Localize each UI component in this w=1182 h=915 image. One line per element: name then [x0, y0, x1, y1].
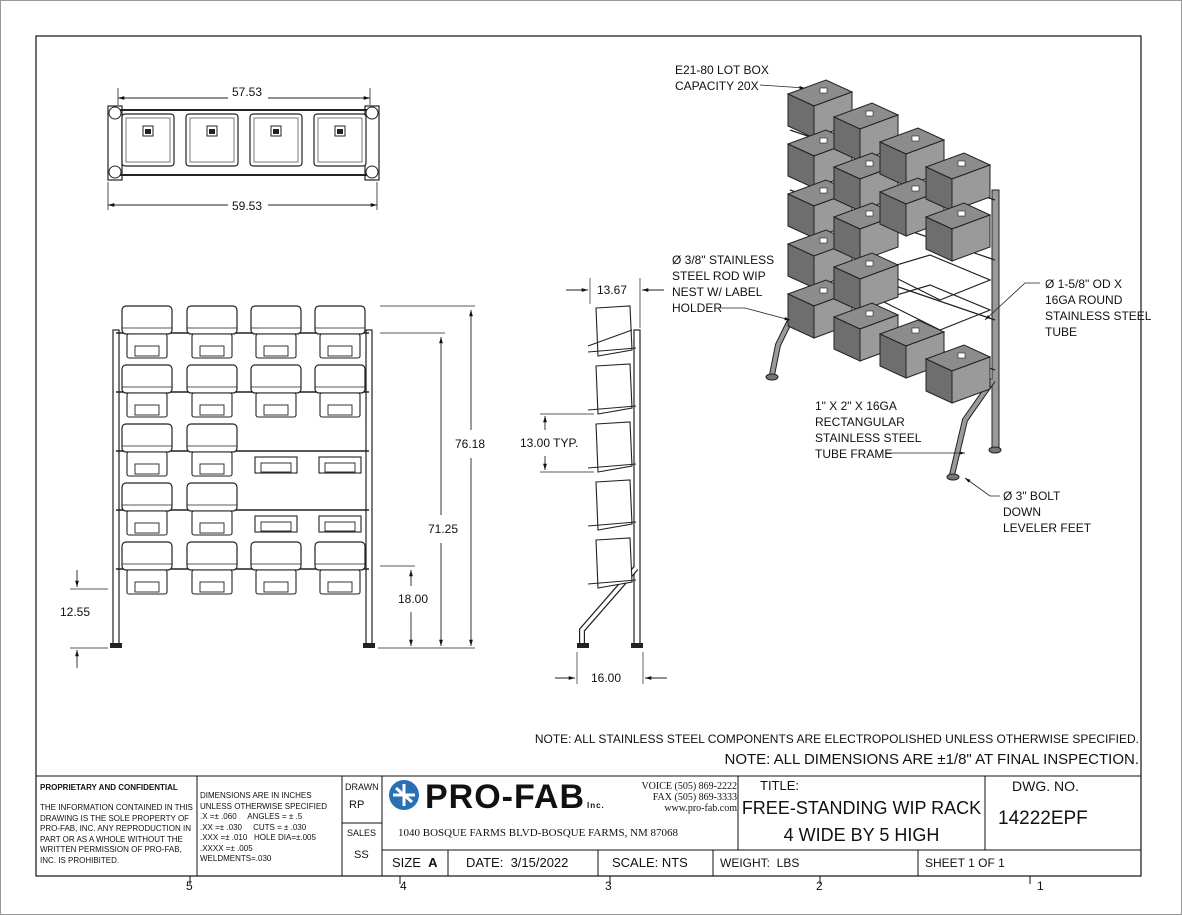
date-value: 3/15/2022 [510, 855, 569, 870]
title-label: TITLE: [760, 778, 800, 793]
size-field [392, 855, 438, 870]
proprietary-title: PROPRIETARY AND CONFIDENTIAL [40, 783, 178, 792]
dim-side-spacing: 13.00 TYP. [520, 436, 579, 450]
dim-bottom-shelf: 18.00 [398, 592, 429, 606]
zone-1: 1 [1037, 879, 1044, 893]
scale-field: SCALE: NTS [612, 855, 688, 870]
company-name: PRO-FAB [425, 778, 585, 816]
dim-top-inner: 57.53 [232, 85, 263, 99]
drawing-title [739, 795, 984, 849]
dim-total-height: 76.18 [455, 437, 486, 451]
proprietary-text: THE INFORMATION CONTAINED IN THIS DRAWING IS THE SOLE PROPERTY OF PRO-FAB, INC. ANY REPRODUCTION IN PART OR AS A WHOLE WITHOUT THE WRITTEN PERMISSION OF PRO-FAB, INC. IS PROHIBITED. [40, 803, 193, 865]
dim-top-shelf: 71.25 [428, 522, 459, 536]
front-view [70, 306, 475, 668]
company-contact [634, 781, 737, 814]
zone-5: 5 [186, 879, 193, 893]
date-field [466, 855, 568, 870]
callout-feet: Ø 3" BOLT DOWN LEVELER FEET [1003, 489, 1092, 535]
title-line-2: 4 WIDE BY 5 HIGH [783, 825, 940, 845]
date-label: DATE: [466, 855, 504, 870]
weight-field: WEIGHT: LBS [720, 856, 800, 870]
fax-number: FAX (505) 869-3333 [652, 792, 737, 803]
voice-number: VOICE (505) 869-2222 [641, 781, 737, 792]
note-electropolished: NOTE: ALL STAINLESS STEEL COMPONENTS ARE ELECTROPOLISHED UNLESS OTHERWISE SPECIFIED. [534, 732, 1139, 746]
drawn-value: RP [349, 799, 365, 811]
note-tolerance: NOTE: ALL DIMENSIONS ARE ±1/8" AT FINAL INSPECTION. [724, 751, 1139, 768]
dwg-no-value: 14222EPF [998, 808, 1088, 829]
tolerance-block: DIMENSIONS ARE IN INCHES UNLESS OTHERWISE SPECIFIED .X =± .060 ANGLES = ± .5 .XX =± .030 CUTS = ± .030 .XXX =± .010 HOLE DIA=±.005 .XXXX =± .005 WELDMENTS=.030 [200, 791, 327, 863]
dim-leg: 12.55 [60, 605, 91, 619]
company-suffix: Inc. [587, 801, 605, 810]
drawn-label: DRAWN [345, 782, 379, 792]
zone-2: 2 [816, 879, 823, 893]
callout-rect-tube: 1" X 2" X 16GA RECTANGULAR STAINLESS STEEL TUBE FRAME [815, 399, 922, 461]
dim-side-base: 16.00 [591, 671, 622, 685]
company-logo [387, 778, 605, 817]
callout-lot-box: E21-80 LOT BOX CAPACITY 20X [675, 63, 769, 93]
sheet-field: SHEET 1 OF 1 [925, 856, 1005, 870]
side-view [540, 278, 667, 684]
top-view [108, 88, 379, 210]
zone-4: 4 [400, 879, 407, 893]
website: www.pro-fab.com [664, 803, 737, 814]
sales-label: SALES [347, 828, 377, 838]
dwg-no-label: DWG. NO. [1012, 778, 1079, 794]
size-value: A [428, 855, 438, 870]
company-address: 1040 BOSQUE FARMS BLVD-BOSQUE FARMS, NM 87068 [398, 827, 679, 839]
title-line-1: FREE-STANDING WIP RACK [741, 798, 982, 818]
callout-rod-nest: Ø 3/8" STAINLESS STEEL ROD WIP NEST W/ LABEL HOLDER [672, 253, 775, 315]
size-label: SIZE [392, 855, 421, 870]
dim-top-outer: 59.53 [232, 199, 263, 213]
zone-3: 3 [605, 879, 612, 893]
dim-side-depth: 13.67 [597, 283, 628, 297]
callout-round-tube: Ø 1-5/8" OD X 16GA ROUND STAINLESS STEEL TUBE [1045, 277, 1152, 339]
sales-value: SS [354, 849, 369, 861]
